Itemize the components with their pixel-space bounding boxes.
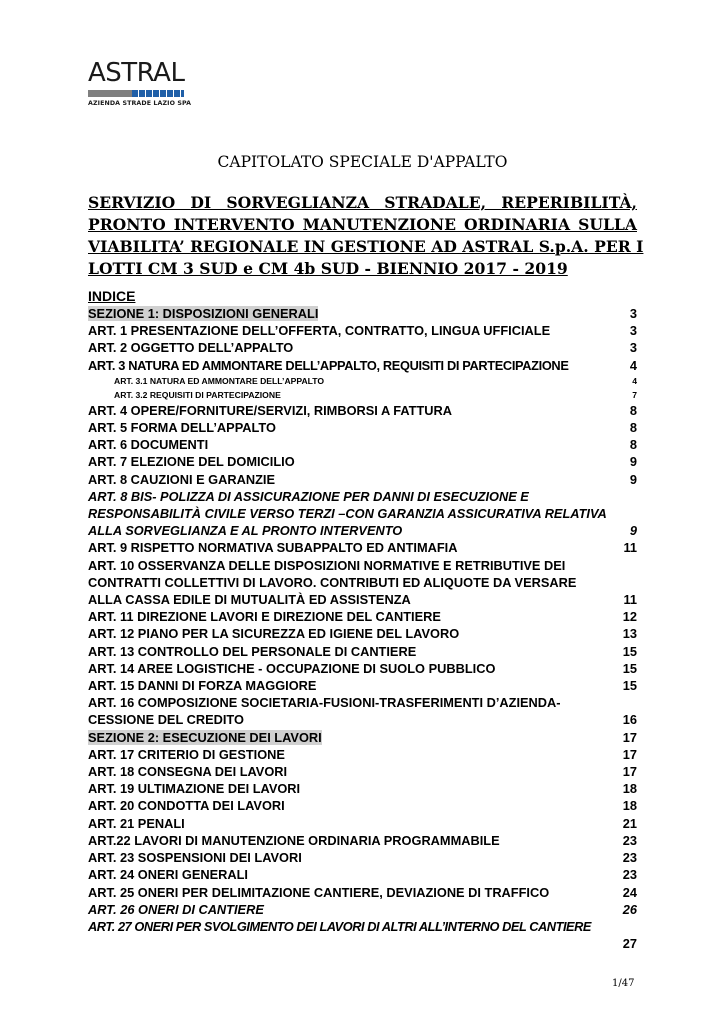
toc-page-number: 3 — [629, 323, 637, 339]
document-title: CAPITOLATO SPECIALE D'APPALTO — [217, 153, 508, 171]
toc-entry-title: ART. 3.1 NATURA ED AMMONTARE DELL’APPALTO — [114, 375, 325, 386]
toc-page-number: 15 — [622, 660, 637, 676]
toc-page-number: 21 — [622, 815, 637, 831]
toc-entry[interactable] — [88, 419, 637, 436]
toc-entry[interactable] — [88, 453, 637, 470]
toc-page-number: 17 — [622, 764, 637, 780]
toc-entry-title: ART. 18 CONSEGNA DEI LAVORI — [88, 764, 288, 780]
toc-entry[interactable] — [88, 357, 637, 374]
toc-page-number: 7 — [632, 389, 637, 400]
toc-entry-title: ART. 27 ONERI PER SVOLGIMENTO DEI LAVORI DI ALTRI ALL’INTERNO DEL CANTIERE — [88, 918, 592, 934]
toc-entry-title: ART. 24 ONERI GENERALI — [88, 867, 248, 883]
toc-page-number: 3 — [629, 340, 637, 356]
toc-entry[interactable] — [88, 339, 637, 356]
toc-entry-title: ART. 9 RISPETTO NORMATIVA SUBAPPALTO ED ANTIMAFIA — [88, 540, 458, 556]
page-indicator: 1/47 — [612, 978, 635, 989]
toc-entry-continuation — [88, 935, 637, 952]
toc-entry-title: ART. 8 CAUZIONI E GARANZIE — [88, 471, 275, 487]
toc-heading: INDICE — [88, 288, 136, 304]
toc-page-number: 23 — [622, 867, 637, 883]
toc-entry-title: ART.22 LAVORI DI MANUTENZIONE ORDINARIA PROGRAMMABILE — [88, 832, 500, 848]
logo-subtitle: AZIENDA STRADE LAZIO SPA — [88, 100, 192, 107]
toc-entry[interactable] — [88, 832, 637, 849]
toc-entry-title: ART. 17 CRITERIO DI GESTIONE — [88, 746, 285, 762]
toc-page-number: 8 — [629, 402, 637, 418]
toc-entry[interactable] — [88, 488, 637, 540]
toc-entry[interactable] — [88, 780, 637, 797]
logo-color-bar — [88, 90, 184, 97]
toc-entry[interactable] — [88, 797, 637, 814]
toc-entry[interactable] — [88, 901, 637, 918]
toc-entry-title: ART. 5 FORMA DELL’APPALTO — [88, 420, 276, 436]
toc-entry[interactable] — [88, 694, 637, 728]
toc-entry-title: ART. 13 CONTROLLO DEL PERSONALE DI CANTIERE — [88, 643, 417, 659]
toc-entry[interactable] — [88, 918, 637, 935]
toc-page-number: 9 — [629, 471, 637, 487]
toc-entry[interactable] — [88, 677, 637, 694]
toc-entry[interactable] — [88, 763, 637, 780]
toc-entry[interactable] — [88, 625, 637, 642]
toc-entry-title: ART. 1 PRESENTAZIONE DELL’OFFERTA, CONTRATTO, LINGUA UFFICIALE — [88, 323, 551, 339]
toc-section-entry[interactable] — [88, 305, 637, 322]
toc-entry-title: ART. 12 PIANO PER LA SICUREZZA ED IGIENE DEL LAVORO — [88, 626, 460, 642]
toc-entry[interactable] — [88, 884, 637, 901]
toc-subentry[interactable] — [88, 374, 637, 388]
toc-page-number: 23 — [622, 832, 637, 848]
subject-line: SERVIZIO DI SORVEGLIANZA STRADALE, REPERIBILITÀ, — [88, 193, 637, 212]
toc-page-number: 8 — [629, 420, 637, 436]
toc-entry-title: ART. 16 COMPOSIZIONE SOCIETARIA-FUSIONI-TRASFERIMENTI D’AZIENDA-CESSIONE DEL CREDITO — [88, 695, 561, 728]
toc-entry[interactable] — [88, 849, 637, 866]
toc-page-number: 18 — [622, 781, 637, 797]
toc-page-number: 18 — [622, 798, 637, 814]
toc-entry-title: ART. 15 DANNI DI FORZA MAGGIORE — [88, 678, 317, 694]
toc-entry[interactable] — [88, 815, 637, 832]
toc-entry-title: ART. 14 AREE LOGISTICHE - OCCUPAZIONE DI SUOLO PUBBLICO — [88, 660, 496, 676]
toc-page-number: 11 — [623, 540, 637, 556]
toc-entry-title: ART. 23 SOSPENSIONI DEI LAVORI — [88, 850, 302, 866]
toc-entry[interactable] — [88, 608, 637, 625]
subject-line: PRONTO INTERVENTO MANUTENZIONE ORDINARIA SULLA — [88, 215, 637, 234]
toc-page-number: 23 — [622, 850, 637, 866]
subject-line: LOTTI CM 3 SUD e CM 4b SUD - BIENNIO 2017 - 2019 — [88, 259, 568, 278]
toc-page-number: 11 — [623, 592, 637, 608]
toc-entry-title: ART. 10 OSSERVANZA DELLE DISPOSIZIONI NORMATIVE E RETRIBUTIVE DEI CONTRATTI COLLETTIVI DI LAVORO. CONTRIBUTI ED ALIQUOTE DA VERSARE ALLA CASSA EDILE DI MUTUALITÀ ED ASSISTENZA — [88, 557, 577, 608]
toc-entry[interactable] — [88, 660, 637, 677]
toc-page-number: 16 — [622, 712, 637, 728]
toc-entry-title: ART. 19 ULTIMAZIONE DEI LAVORI — [88, 781, 301, 797]
toc-entry-title: ART. 26 ONERI DI CANTIERE — [88, 901, 264, 917]
toc-entry[interactable] — [88, 322, 637, 339]
toc-entry[interactable] — [88, 643, 637, 660]
toc-page-number: 15 — [622, 678, 637, 694]
toc-entry[interactable] — [88, 557, 637, 609]
document-subject — [88, 192, 644, 280]
toc-entry-title: ART. 25 ONERI PER DELIMITAZIONE CANTIERE, DEVIAZIONE DI TRAFFICO — [88, 884, 550, 900]
toc-entry-title: SEZIONE 2: ESECUZIONE DEI LAVORI — [88, 729, 322, 745]
toc-entry[interactable] — [88, 539, 637, 556]
toc-entry-title: ART. 4 OPERE/FORNITURE/SERVIZI, RIMBORSI A FATTURA — [88, 402, 453, 418]
toc-page-number: 17 — [622, 729, 637, 745]
toc-page-number: 17 — [622, 746, 637, 762]
toc-page-number: 4 — [632, 375, 637, 386]
toc-entry-title: ART. 2 OGGETTO DELL’APPALTO — [88, 340, 294, 356]
toc-page-number: 8 — [629, 437, 637, 453]
toc-page-number: 4 — [629, 357, 637, 373]
toc-page-number: 9 — [629, 454, 637, 470]
toc-page-number: 3 — [629, 306, 637, 321]
toc-entry[interactable] — [88, 436, 637, 453]
astral-logo — [88, 58, 192, 112]
toc-page-number: 24 — [622, 884, 637, 900]
toc-entry-title: ART. 20 CONDOTTA DEI LAVORI — [88, 798, 285, 814]
toc-page-number: 15 — [622, 643, 637, 659]
toc-entry-title: ART. 6 DOCUMENTI — [88, 437, 209, 453]
toc-entry[interactable] — [88, 746, 637, 763]
toc-entry-title: ART. 21 PENALI — [88, 815, 185, 831]
toc-page-number: 13 — [622, 626, 637, 642]
logo-wordmark: ASTRAL — [88, 58, 185, 88]
toc-entry-title: SEZIONE 1: DISPOSIZIONI GENERALI — [88, 306, 319, 321]
toc-entry-title: ART. 3.2 REQUISITI DI PARTECIPAZIONE — [114, 389, 281, 400]
toc-entry[interactable] — [88, 866, 637, 883]
toc-page-number: 12 — [622, 609, 637, 625]
table-of-contents — [88, 287, 637, 952]
toc-page-number: 26 — [622, 901, 637, 917]
toc-entry-title: ART. 3 NATURA ED AMMONTARE DELL’APPALTO, REQUISITI DI PARTECIPAZIONE — [88, 357, 569, 373]
toc-section-entry[interactable] — [88, 729, 637, 746]
toc-entry-title: ART. 7 ELEZIONE DEL DOMICILIO — [88, 454, 295, 470]
toc-page-number: 27 — [622, 936, 637, 952]
toc-page-number: 9 — [629, 523, 637, 539]
toc-entry-title: ART. 11 DIREZIONE LAVORI E DIREZIONE DEL CANTIERE — [88, 609, 441, 625]
toc-entry-title: ART. 8 BIS- POLIZZA DI ASSICURAZIONE PER DANNI DI ESECUZIONE E RESPONSABILITÀ CIVILE VERSO TERZI –CON GARANZIA ASSICURATIVA RELATIVA ALLA SORVEGLIANZA E AL PRONTO INTERVENTO — [88, 488, 607, 539]
toc-entry[interactable] — [88, 471, 637, 488]
toc-entry[interactable] — [88, 402, 637, 419]
subject-line: VIABILITA’ REGIONALE IN GESTIONE AD ASTRAL S.p.A. PER I — [88, 237, 644, 256]
toc-subentry[interactable] — [88, 388, 637, 402]
